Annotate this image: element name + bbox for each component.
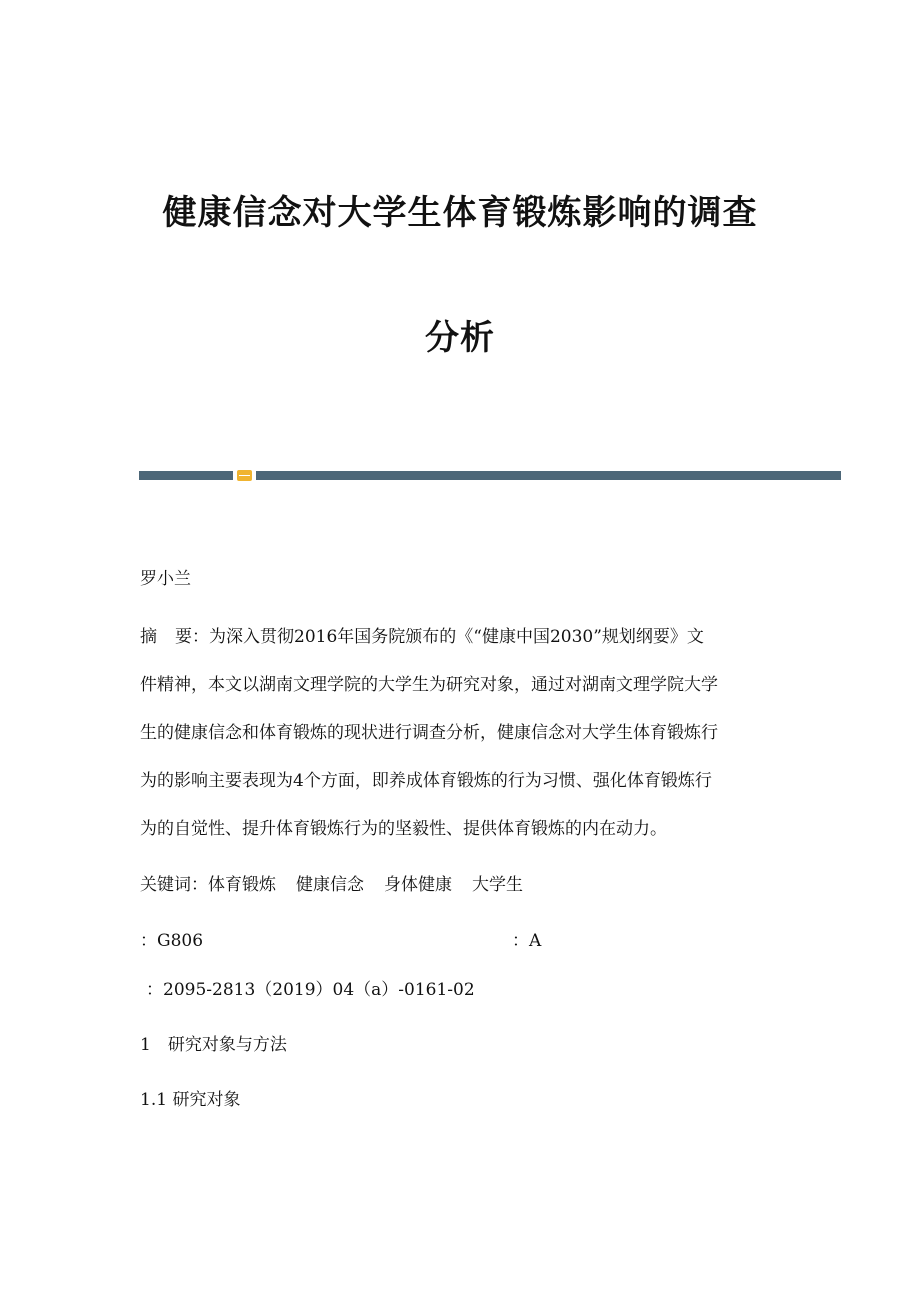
keyword-item: 体育锻炼 [208,875,276,895]
section-heading-1-1: 1.1 研究对象 [140,1090,241,1110]
abstract-line-3: 生的健康信念和体育锻炼的现状进行调查分析，健康信念对大学生体育锻炼行 [140,723,718,743]
abstract-label-a: 摘 [140,627,157,647]
abstract-line-2: 件精神，本文以湖南文理学院的大学生为研究对象，通过对湖南文理学院大学 [140,675,718,695]
keywords-line [140,874,523,896]
abstract-line-1 [140,626,704,648]
classification-number: ：G806 [140,931,204,951]
title-divider-right [256,471,841,480]
document-code: ：A [512,931,542,951]
title-divider-left [139,471,233,480]
abstract-label-b: 要： [175,627,209,647]
keywords-label: 关键词： [140,875,208,895]
keyword-item: 身体健康 [384,875,452,895]
author-name: 罗小兰 [140,569,191,589]
section-heading-1: 1 研究对象与方法 [140,1035,287,1055]
paper-title-line-2: 分析 [425,318,495,358]
article-id: ：2095-2813（2019）04（a）-0161-02 [146,980,475,1000]
keyword-item: 健康信念 [296,875,364,895]
abstract-line-4: 为的影响主要表现为4个方面，即养成体育锻炼的行为习惯、强化体育锻炼行 [140,771,712,791]
paper-title-line-1: 健康信念对大学生体育锻炼影响的调查 [162,193,758,233]
abstract-line-5: 为的自觉性、提升体育锻炼行为的坚毅性、提供体育锻炼的内在动力。 [140,819,667,839]
abstract-text-1: 为深入贯彻2016年国务院颁布的《“健康中国2030”规划纲要》文 [209,627,704,647]
keyword-item: 大学生 [472,875,523,895]
divider-ornament-icon [237,470,252,481]
